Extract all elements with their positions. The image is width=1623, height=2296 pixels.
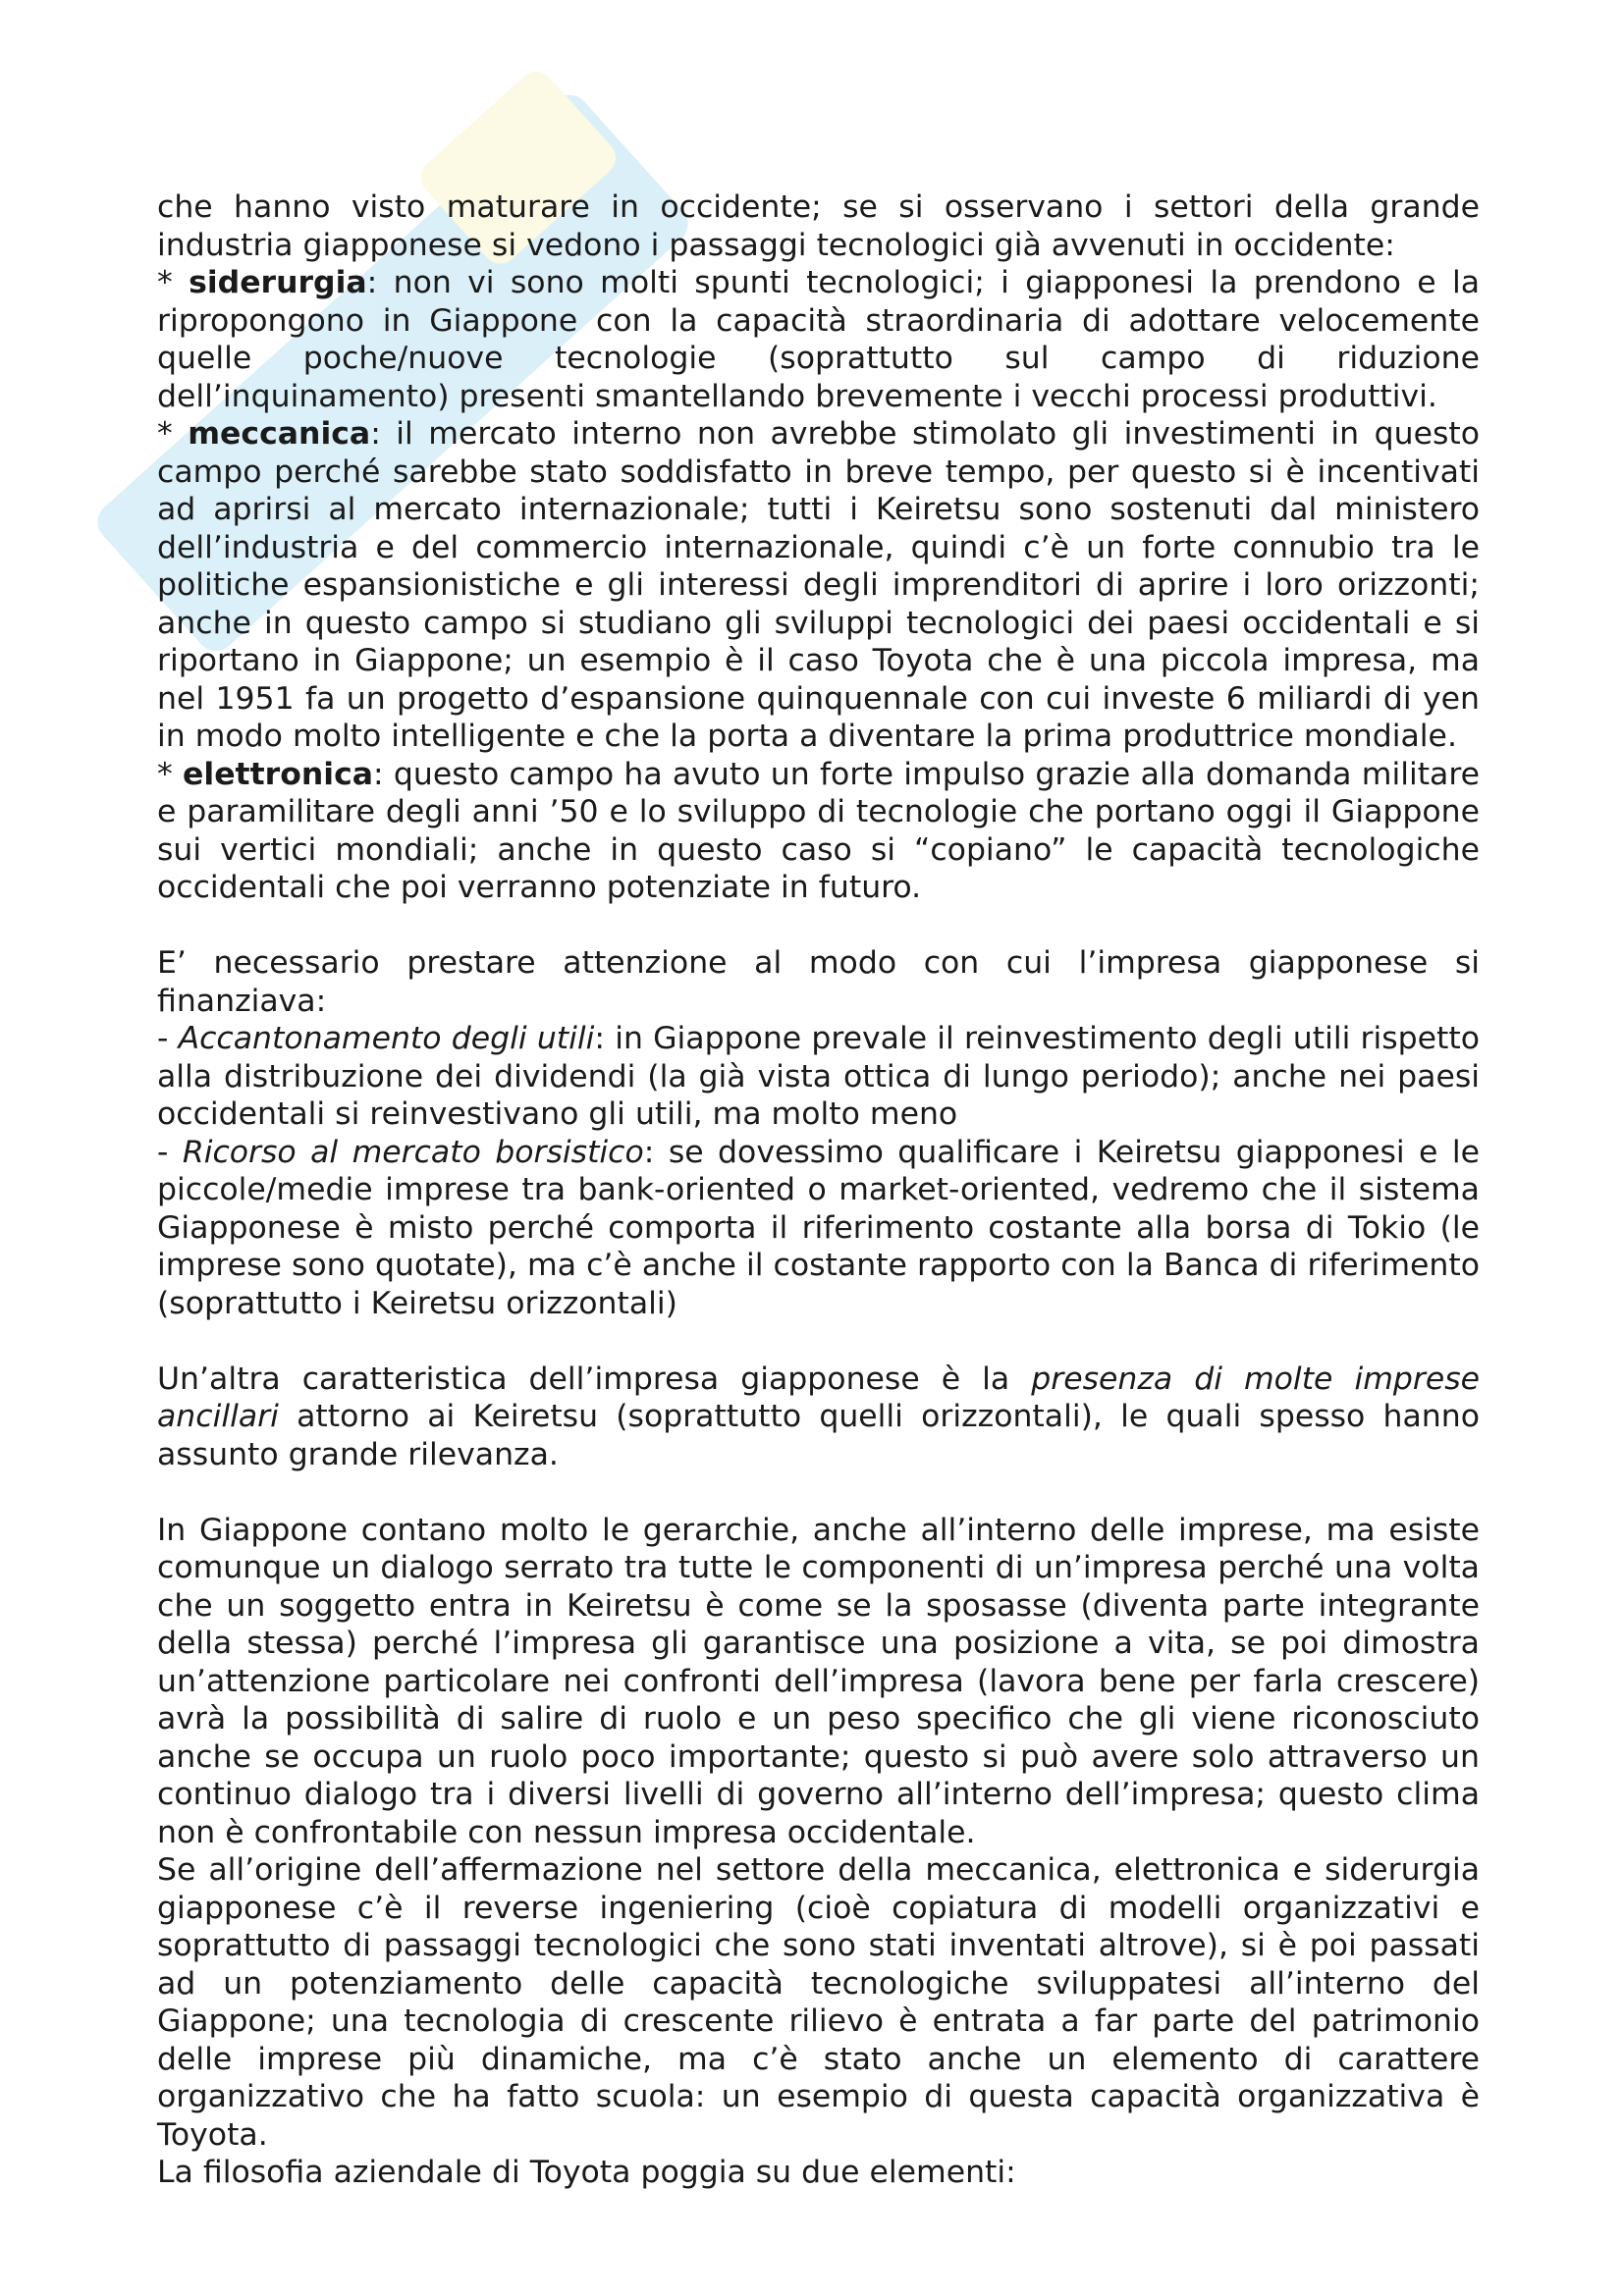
paragraph-ancillari: Un’altra caratteristica dell’impresa giapponese è la presenza di molte imprese ancillari attorno ai Keiretsu (soprattutto quelli orizzontali), le quali spesso hanno assunto grande rilevanza. — [157, 1361, 1481, 1472]
paragraph-filosofia-toyota: La filosofia aziendale di Toyota poggia su due elementi: — [157, 2155, 1016, 2190]
term-siderurgia: siderurgia — [189, 265, 367, 300]
paragraph-gap — [157, 1473, 1480, 1512]
bullet-siderurgia: * siderurgia: non vi sono molti spunti tecnologici; i giapponesi la prendono e la ripropongono in Giappone con la capacità straordinaria di adottare velocemente quelle poche/nuove tecnologie (soprattutto sul campo di riduzione dell’inquinamento) presenti smantellando brevemente i vecchi processi produttivi. — [157, 265, 1480, 414]
term-ricorso-borsa: Ricorso al mercato borsistico — [182, 1134, 644, 1170]
paragraph-gap — [157, 1322, 1480, 1361]
emphasis-ancillari: presenza di molte imprese ancillari — [157, 1361, 1481, 1434]
paragraph-gerarchie: In Giappone contano molto le gerarchie, anche all’interno delle imprese, ma esiste comunque un dialogo serrato tra tutte le componenti di un’impresa perché una volta che un soggetto entra in Keiretsu è come se la sposasse (diventa parte integrante della stessa) perché l’impresa gli garantisce una posizione a vita, se poi dimostra un’attenzione particolare nei confronti dell’impresa (lavora bene per farla crescere) avrà la possibilità di salire di ruolo e un peso specifico che gli viene riconosciuto anche se occupa un ruolo poco importante; questo si può avere solo attraverso un continuo dialogo tra i diversi livelli di governo all’interno dell’impresa; questo clima non è confrontabile con nessun impresa occidentale. — [157, 1512, 1480, 1850]
document-body — [157, 188, 1480, 2192]
paragraph-finanziamento: E’ necessario prestare attenzione al modo con cui l’impresa giapponese si finanziava: — [157, 945, 1480, 1019]
term-accantonamento: Accantonamento degli utili — [178, 1021, 595, 1056]
bullet-elettronica: * elettronica: questo campo ha avuto un forte impulso grazie alla domanda militare e paramilitare degli anni ’50 e lo sviluppo di tecnologie che portano oggi il Giappone sui vertici mondiali; anche in questo caso si “copiano” le capacità tecnologiche occidentali che poi verranno potenziate in futuro. — [157, 756, 1480, 905]
dash-ricorso-borsa: - Ricorso al mercato borsistico: se dovessimo qualificare i Keiretsu giapponesi e le piccole/medie imprese tra bank-oriented o market-oriented, vedremo che il sistema Giapponese è misto perché comporta il riferimento costante alla borsa di Tokio (le imprese sono quotate), ma c’è anche il costante rapporto con la Banca di riferimento (soprattutto i Keiretsu orizzontali) — [157, 1134, 1480, 1321]
bullet-meccanica: * meccanica: il mercato interno non avrebbe stimolato gli investimenti in questo campo perché sarebbe stato soddisfatto in breve tempo, per questo si è incentivati ad aprirsi al mercato internazionale; tutti i Keiretsu sono sostenuti dal ministero dell’industria e del commercio internazionale, quindi c’è un forte connubio tra le politiche espansionistiche e gli interessi degli imprenditori di aprire i loro orizzonti; anche in questo campo si studiano gli sviluppi tecnologici dei paesi occidentali e si riportano in Giappone; un esempio è il caso Toyota che è una piccola impresa, ma nel 1951 fa un progetto d’espansione quinquennale con cui investe 6 miliardi di yen in modo molto intelligente e che la porta a diventare la prima produttrice mondiale. — [157, 416, 1481, 754]
dash-accantonamento: - Accantonamento degli utili: in Giappone prevale il reinvestimento degli utili rispetto alla distribuzione dei dividendi (la già vista ottica di lungo periodo); anche nei paesi occidentali si reinvestivano gli utili, ma molto meno — [157, 1021, 1480, 1132]
term-meccanica: meccanica — [188, 416, 371, 452]
term-elettronica: elettronica — [183, 756, 373, 792]
paragraph-reverse-engineering: Se all’origine dell’affermazione nel settore della meccanica, elettronica e siderurgia giapponese c’è il reverse ingeniering (cioè copiatura di modelli organizzativi e soprattutto di passaggi tecnologici che sono stati inventati altrove), si è poi passati ad un potenziamento delle capacità tecnologiche sviluppatesi all’interno del Giappone; una tecnologia di crescente rilievo è entrata a far parte del patrimonio delle imprese più dinamiche, ma c’è stato anche un elemento di carattere organizzativo che ha fatto scuola: un esempio di questa capacità organizzativa è Toyota. — [157, 1852, 1480, 2153]
paragraph-intro: che hanno visto maturare in occidente; se si osservano i settori della grande industria giapponese si vedono i passaggi tecnologici già avvenuti in occidente: — [157, 189, 1480, 263]
paragraph-gap — [157, 907, 1480, 945]
